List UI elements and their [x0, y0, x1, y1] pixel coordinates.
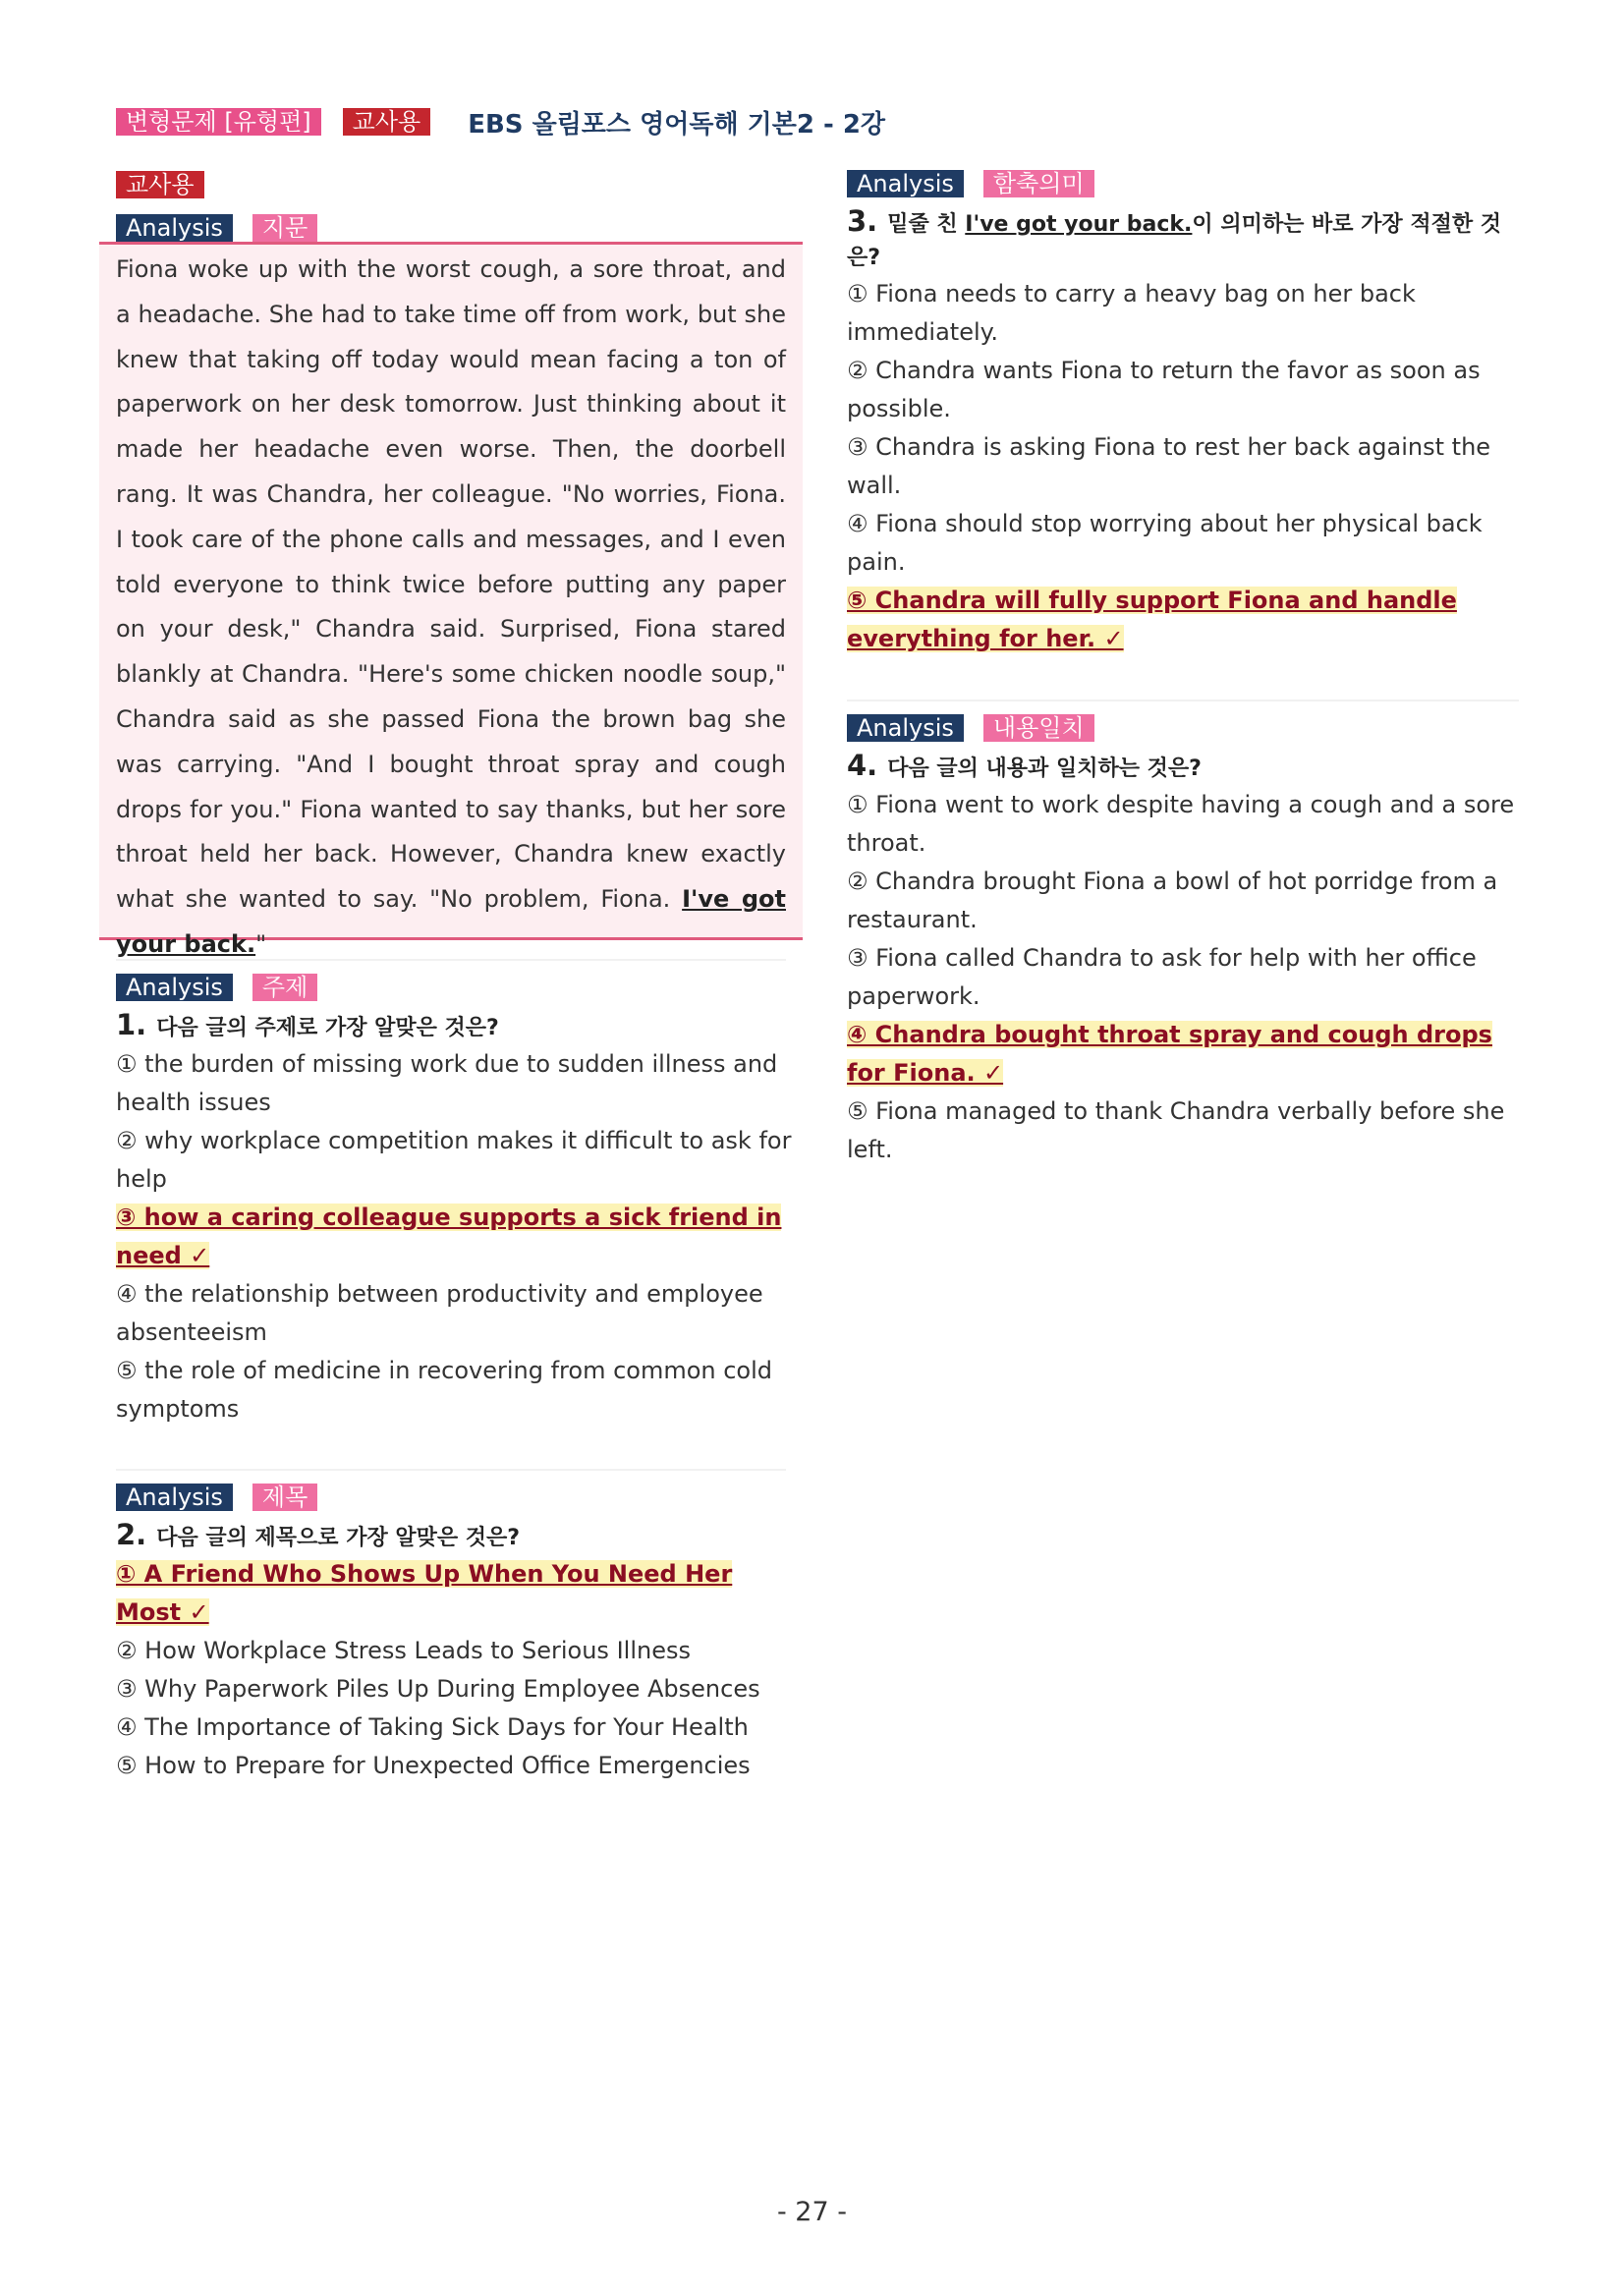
question-3	[847, 169, 1519, 658]
divider	[116, 959, 786, 961]
question-4	[847, 713, 1519, 1169]
underlined-phrase: I've got your back.	[116, 885, 786, 958]
page-title: EBS 올림포스 영어독해 기본2 - 2강	[468, 109, 886, 140]
question-3-title: 3. 밑줄 친 I've got your back.이 의미하는 바로 가장 적절한 것은?	[847, 204, 1501, 270]
analysis-tag: Analysis	[116, 214, 233, 242]
underlined-phrase: I've got your back.	[965, 212, 1193, 237]
analysis-tag: Analysis	[116, 974, 233, 1001]
teacher-tag: 교사용	[116, 171, 204, 198]
option-3: ③ Why Paperwork Piles Up During Employee Absences	[116, 1675, 760, 1703]
passage-type-tag: 지문	[252, 214, 317, 242]
option-3: ③ Fiona called Chandra to ask for help with her office paperwork.	[847, 944, 1477, 1010]
question-type-tag: 내용일치	[983, 714, 1094, 742]
option-2: ② How Workplace Stress Leads to Serious Illness	[116, 1637, 691, 1664]
option-2: ② Chandra brought Fiona a bowl of hot porridge from a restaurant.	[847, 868, 1498, 933]
analysis-tag: Analysis	[116, 1484, 233, 1511]
page-number: - 27 -	[776, 2197, 847, 2227]
option-4: ④ Fiona should stop worrying about her physical back pain.	[847, 510, 1483, 576]
option-1: ① Fiona needs to carry a heavy bag on her back immediately.	[847, 280, 1416, 346]
passage-tags	[116, 213, 804, 243]
question-1-tags	[116, 973, 804, 1002]
question-2	[116, 1483, 804, 1785]
question-3-tags	[847, 169, 1519, 198]
option-1: ① Fiona went to work despite having a cough and a sore throat.	[847, 791, 1515, 857]
option-4-answer: ④ Chandra bought throat spray and cough drops for Fiona. ✓	[847, 1021, 1492, 1087]
divider	[847, 700, 1519, 701]
option-2: ② Chandra wants Fiona to return the favor as soon as possible.	[847, 357, 1481, 422]
passage-section-header	[116, 171, 804, 198]
option-4: ④ the relationship between productivity and employee absenteeism	[116, 1280, 763, 1346]
question-2-title: 2. 다음 글의 제목으로 가장 알맞은 것은?	[116, 1518, 521, 1551]
passage-text: Fiona woke up with the worst cough, a sore throat, and a headache. She had to take time off from work, but she knew that taking off today would mean facing a ton of paperwork on her desk tomorrow. Just thinking about it made her headache even worse. Then, the doorbell rang. It was Chandra, her colleague. "No worries, Fiona. I took care of the phone calls and messages, and I even told everyone to think twice before putting any paper on your desk," Chandra said. Surprised, Fiona stared blankly at Chandra. "Here's some chicken noodle soup," Chandra said as she passed Fiona the brown bag she was carrying. "And I bought throat spray and cough drops for you." Fiona wanted to say thanks, but her sore throat held her back. However, Chandra knew exactly what she wanted to say. "No problem, Fiona. I've got your back."	[116, 255, 786, 958]
option-1: ① the burden of missing work due to sudden illness and health issues	[116, 1050, 778, 1116]
divider	[116, 1469, 786, 1471]
question-type-tag: 함축의미	[983, 170, 1094, 197]
option-5: ⑤ the role of medicine in recovering from common cold symptoms	[116, 1357, 773, 1423]
question-type-tag: 제목	[252, 1484, 317, 1511]
option-2: ② why workplace competition makes it difficult to ask for help	[116, 1127, 792, 1193]
option-3-answer: ③ how a caring colleague supports a sick friend in need ✓	[116, 1204, 782, 1269]
option-3: ③ Chandra is asking Fiona to rest her back against the wall.	[847, 433, 1491, 499]
question-type-tag: 주제	[252, 974, 317, 1001]
question-4-title: 4. 다음 글의 내용과 일치하는 것은?	[847, 749, 1202, 782]
teacher-tag: 교사용	[343, 108, 431, 136]
option-5: ⑤ How to Prepare for Unexpected Office Emergencies	[116, 1752, 751, 1779]
worksheet-type-tag: 변형문제 [유형편]	[116, 108, 321, 136]
option-5: ⑤ Fiona managed to thank Chandra verbally before she left.	[847, 1097, 1505, 1163]
question-1-title: 1. 다음 글의 주제로 가장 알맞은 것은?	[116, 1008, 499, 1041]
analysis-tag: Analysis	[847, 170, 964, 197]
option-5-answer: ⑤ Chandra will fully support Fiona and handle everything for her. ✓	[847, 587, 1457, 652]
page-header	[116, 106, 885, 138]
option-4: ④ The Importance of Taking Sick Days for Your Health	[116, 1713, 749, 1741]
question-4-tags	[847, 713, 1519, 743]
option-1-answer: ① A Friend Who Shows Up When You Need Her Most ✓	[116, 1560, 733, 1626]
question-1	[116, 973, 804, 1428]
question-2-tags	[116, 1483, 804, 1512]
analysis-tag: Analysis	[847, 714, 964, 742]
